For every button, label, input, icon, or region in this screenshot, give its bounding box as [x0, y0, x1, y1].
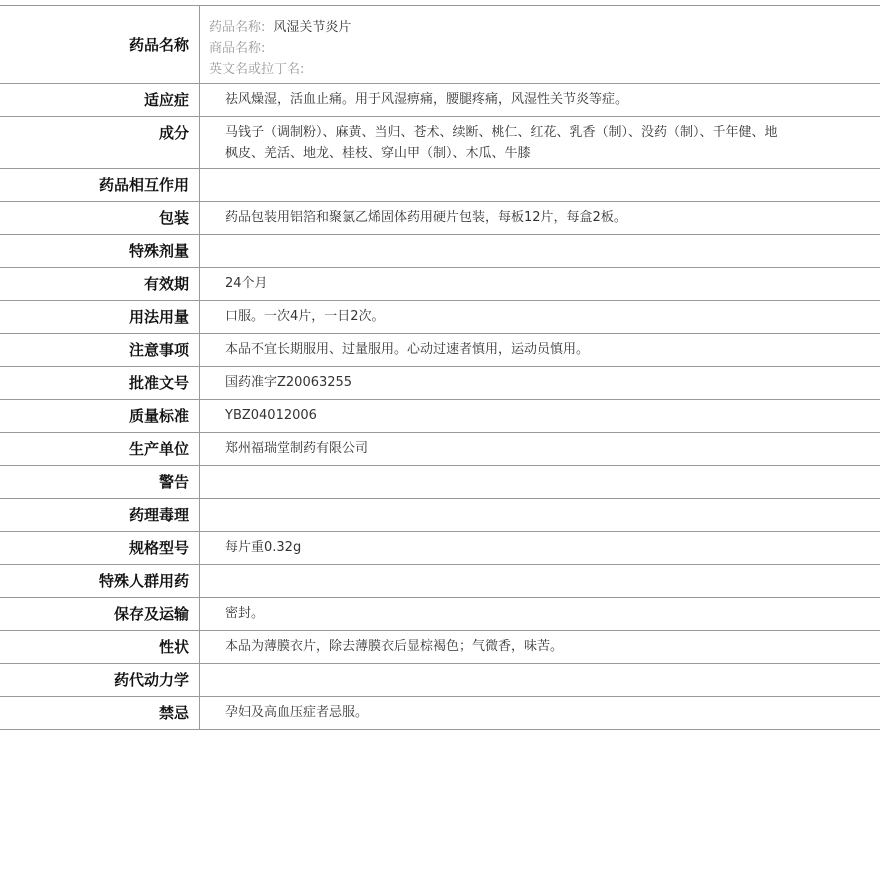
row-label: 质量标准	[0, 400, 200, 432]
row-dosage	[0, 301, 880, 334]
drug-name-values	[200, 6, 880, 83]
latin-name-line	[209, 59, 790, 80]
row-special-populations	[0, 565, 880, 598]
row-label-drug-name: 药品名称	[0, 6, 200, 83]
row-value	[200, 499, 880, 531]
row-indications	[0, 84, 880, 117]
row-pharmacology-toxicology	[0, 499, 880, 532]
drug-name-line	[209, 17, 790, 38]
row-value: 马钱子（调制粉）、麻黄、当归、苍术、续断、桃仁、红花、乳香（制）、没药（制）、千年健、地枫皮、羌活、地龙、桂枝、穿山甲（制）、木瓜、牛膝	[225, 125, 778, 161]
row-label: 性状	[0, 631, 200, 663]
row-shelf-life	[0, 268, 880, 301]
row-value: YBZ04012006	[225, 408, 317, 423]
row-value: 孕妇及高血压症者忌服。	[225, 705, 369, 720]
row-drug-name	[0, 6, 880, 84]
row-label: 规格型号	[0, 532, 200, 564]
row-precautions	[0, 334, 880, 367]
latin-name-key: 英文名或拉丁名:	[209, 62, 305, 77]
drug-name-value: 风湿关节炎片	[273, 20, 352, 35]
row-value: 本品不宜长期服用、过量服用。心动过速者慎用，运动员慎用。	[225, 342, 590, 357]
drug-name-key: 药品名称:	[209, 20, 266, 35]
row-value	[200, 664, 880, 696]
row-description	[0, 631, 880, 664]
row-approval-number	[0, 367, 880, 400]
row-label: 包装	[0, 202, 200, 234]
row-storage-transport	[0, 598, 880, 631]
row-label: 警告	[0, 466, 200, 498]
row-interactions	[0, 169, 880, 202]
row-label: 用法用量	[0, 301, 200, 333]
row-specification	[0, 532, 880, 565]
row-label: 有效期	[0, 268, 200, 300]
row-value	[200, 235, 880, 267]
row-label: 药品相互作用	[0, 169, 200, 201]
row-pharmacokinetics	[0, 664, 880, 697]
row-value: 24个月	[225, 276, 268, 291]
row-label: 适应症	[0, 84, 200, 116]
row-value: 密封。	[225, 606, 265, 621]
row-value: 祛风燥湿，活血止痛。用于风湿痹痛，腰腿疼痛，风湿性关节炎等症。	[225, 92, 629, 107]
row-label: 药代动力学	[0, 664, 200, 696]
row-ingredients	[0, 117, 880, 169]
row-label: 注意事项	[0, 334, 200, 366]
row-quality-standard	[0, 400, 880, 433]
trade-name-key: 商品名称:	[209, 41, 266, 56]
row-label: 批准文号	[0, 367, 200, 399]
row-label: 药理毒理	[0, 499, 200, 531]
row-warnings	[0, 466, 880, 499]
row-value: 口服。一次4片，一日2次。	[225, 309, 385, 324]
row-label: 禁忌	[0, 697, 200, 729]
drug-info-table	[0, 5, 880, 730]
row-value: 药品包装用铝箔和聚氯乙烯固体药用硬片包装，每板12片，每盒2板。	[225, 210, 627, 225]
row-label: 特殊剂量	[0, 235, 200, 267]
row-contraindications	[0, 697, 880, 730]
row-value	[200, 565, 880, 597]
row-value: 国药准字Z20063255	[225, 375, 353, 390]
row-packaging	[0, 202, 880, 235]
row-manufacturer	[0, 433, 880, 466]
row-value: 郑州福瑞堂制药有限公司	[225, 441, 369, 456]
row-value: 本品为薄膜衣片，除去薄膜衣后显棕褐色；气微香，味苦。	[225, 639, 564, 654]
row-label: 保存及运输	[0, 598, 200, 630]
row-value	[200, 466, 880, 498]
row-label: 生产单位	[0, 433, 200, 465]
row-label: 成分	[0, 117, 200, 168]
trade-name-line	[209, 38, 790, 59]
row-value	[200, 169, 880, 201]
row-label: 特殊人群用药	[0, 565, 200, 597]
row-value: 每片重0.32g	[225, 540, 302, 555]
row-special-dosage	[0, 235, 880, 268]
